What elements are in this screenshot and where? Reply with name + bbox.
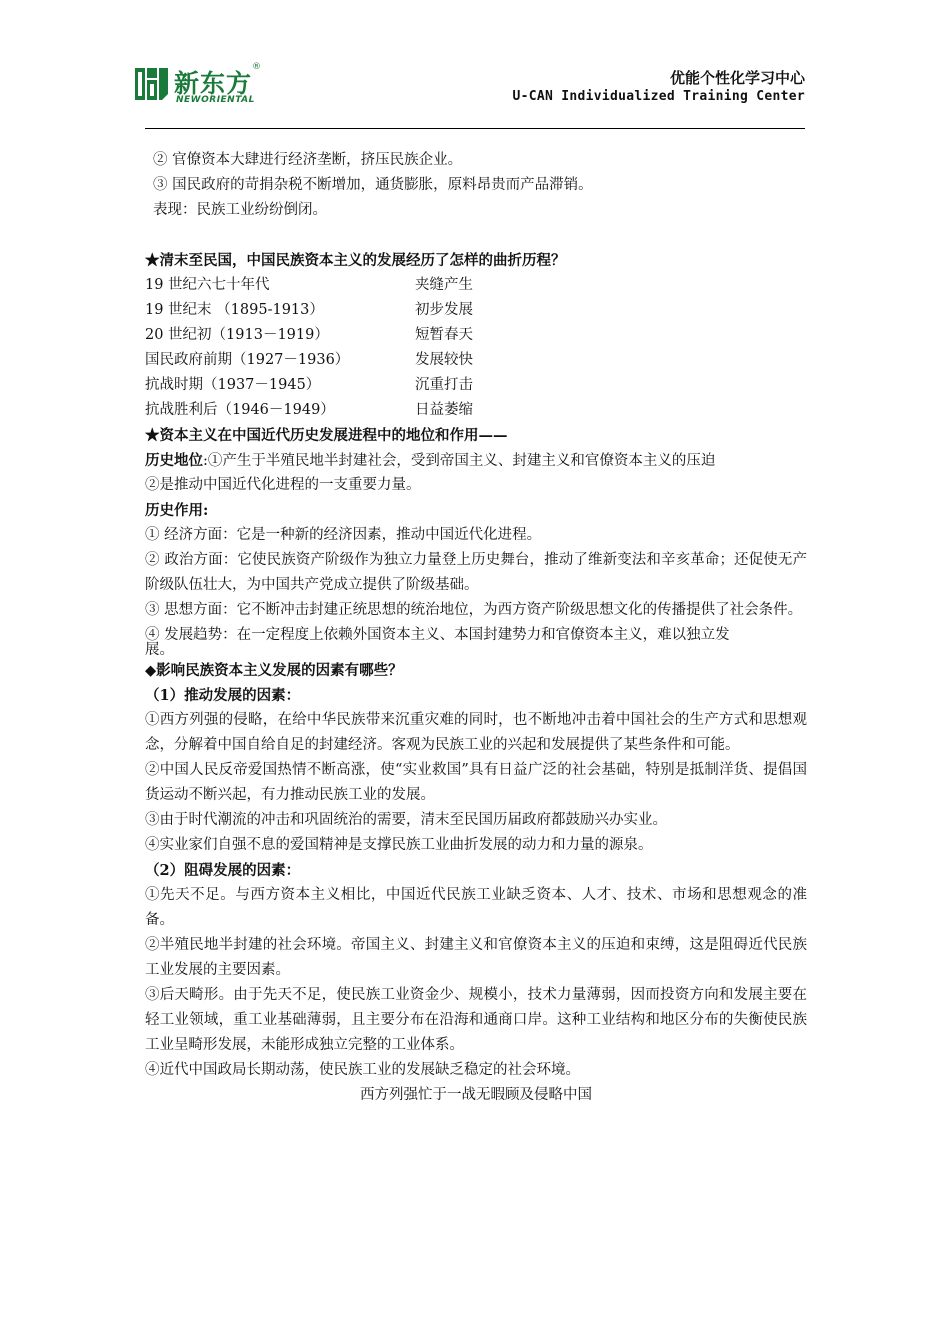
timeline-stage: 沉重打击 [415,377,473,393]
factor-item: ②半殖民地半封建的社会环境。帝国主义、封建主义和官僚资本主义的压迫和束缚，这是阻碍近代民族工业发展的主要因素。 [145,937,807,978]
timeline-row [145,298,807,323]
document-body [145,148,807,1108]
timeline-period: 20 世纪初（1913－1919） [145,327,329,343]
header-divider [145,128,805,129]
factor-item: ④近代中国政局长期动荡，使民族工业的发展缺乏稳定的社会环境。 [145,1062,580,1078]
section-heading: ★清末至民国，中国民族资本主义的发展经历了怎样的曲折历程？ [145,252,566,269]
role-trend-line: 展。 [145,642,174,658]
intro-line: ② 官僚资本大肆进行经济垄断，挤压民族企业。 [153,152,463,168]
role-colon: : [203,502,209,519]
intro-line: 表现：民族工业纷纷倒闭。 [153,202,327,218]
timeline-stage: 短暂春天 [415,327,473,343]
timeline-period: 国民政府前期（1927－1936） [145,352,350,368]
factor-item: ①先天不足。与西方资本主义相比，中国近代民族工业缺乏资本、人才、技术、市场和思想观念的准备。 [145,887,807,928]
timeline-row [145,398,807,423]
timeline-period: 19 世纪末 （1895-1913） [145,302,324,318]
role-trend-line: ④ 发展趋势：在一定程度上依赖外国资本主义、本国封建势力和官僚资本主义，难以独立发 [145,627,730,643]
factor-item: ③由于时代潮流的冲击和巩固统治的需要，清末至民国历届政府都鼓励兴办实业。 [145,812,667,828]
timeline-row [145,323,807,348]
subsection-heading: （2）阻碍发展的因素： [145,862,301,879]
section-heading: ◆影响民族资本主义发展的因素有哪些？ [145,662,403,679]
factor-item: ③后天畸形。由于先天不足，使民族工业资金少、规模小，技术力量薄弱，因而投资方向和发展主要在轻工业领域，重工业基础薄弱，且主要分布在沿海和通商口岸。这种工业结构和地区分布的失衡使民族工业呈畸形发展，未能形成独立完整的工业体系。 [145,987,807,1053]
registered-mark: ® [252,62,261,72]
role-item: ② 政治方面：它使民族资产阶级作为独立力量登上历史舞台，推动了维新变法和辛亥革命；还促使无产阶级队伍壮大，为中国共产党成立提供了阶级基础。 [145,552,807,593]
header-title-cn: 优能个性化学习中心 [669,69,805,87]
timeline-stage: 夹缝产生 [415,277,473,293]
timeline-period: 抗战胜利后（1946－1949） [145,402,335,418]
logo-text-cn: 新东方 [174,69,253,98]
historical-status [145,448,807,473]
logo-text-en: NEWORIENTAL [176,95,255,105]
status-text-2: ②是推动中国近代化进程的一支重要力量。 [145,477,421,493]
new-oriental-logo [134,64,264,108]
intro-line: ③ 国民政府的苛捐杂税不断增加，通货膨胀，原料昂贵而产品滞销。 [153,177,593,193]
timeline-period: 抗战时期（1937－1945） [145,377,321,393]
timeline-row [145,348,807,373]
header-title-en: U-CAN Individualized Training Center [512,89,805,104]
timeline-stage: 发展较快 [415,352,473,368]
role-item: ③ 思想方面：它不断冲击封建正统思想的统治地位，为西方资产阶级思想文化的传播提供了社会条件。 [145,602,803,618]
page-header [0,0,950,132]
factor-item: ①西方列强的侵略，在给中华民族带来沉重灾难的同时，也不断地冲击着中国社会的生产方式和思想观念，分解着中国自给自足的封建经济。客观为民族工业的兴起和发展提供了某些条件和可能。 [145,712,807,753]
timeline-row [145,273,807,298]
status-label: 历史地位 [145,452,203,469]
timeline-stage: 初步发展 [415,302,473,318]
role-label: 历史作用 [145,502,203,519]
timeline-row [145,373,807,398]
logo-mark-icon [134,64,170,104]
timeline-stage: 日益萎缩 [415,402,473,418]
development-timeline [145,273,807,423]
header-title [512,68,805,106]
role-item: ① 经济方面：它是一种新的经济因素，推动中国近代化进程。 [145,527,542,543]
status-text: :①产生于半殖民地半封建社会，受到帝国主义、封建主义和官僚资本主义的压迫 [203,453,716,469]
factor-item: ②中国人民反帝爱国热情不断高涨，使“实业救国”具有日益广泛的社会基础，特别是抵制洋货、提倡国货运动不断兴起，有力推动民族工业的发展。 [145,762,807,803]
timeline-period: 19 世纪六七十年代 [145,277,270,293]
factor-item: ④实业家们自强不息的爱国精神是支撑民族工业曲折发展的动力和力量的源泉。 [145,837,653,853]
section-heading: ★资本主义在中国近代历史发展进程中的地位和作用—— [145,427,508,444]
closing-note: 西方列强忙于一战无暇顾及侵略中国 [360,1087,592,1103]
subsection-heading: （1）推动发展的因素： [145,687,301,704]
historical-role-label [145,498,807,523]
